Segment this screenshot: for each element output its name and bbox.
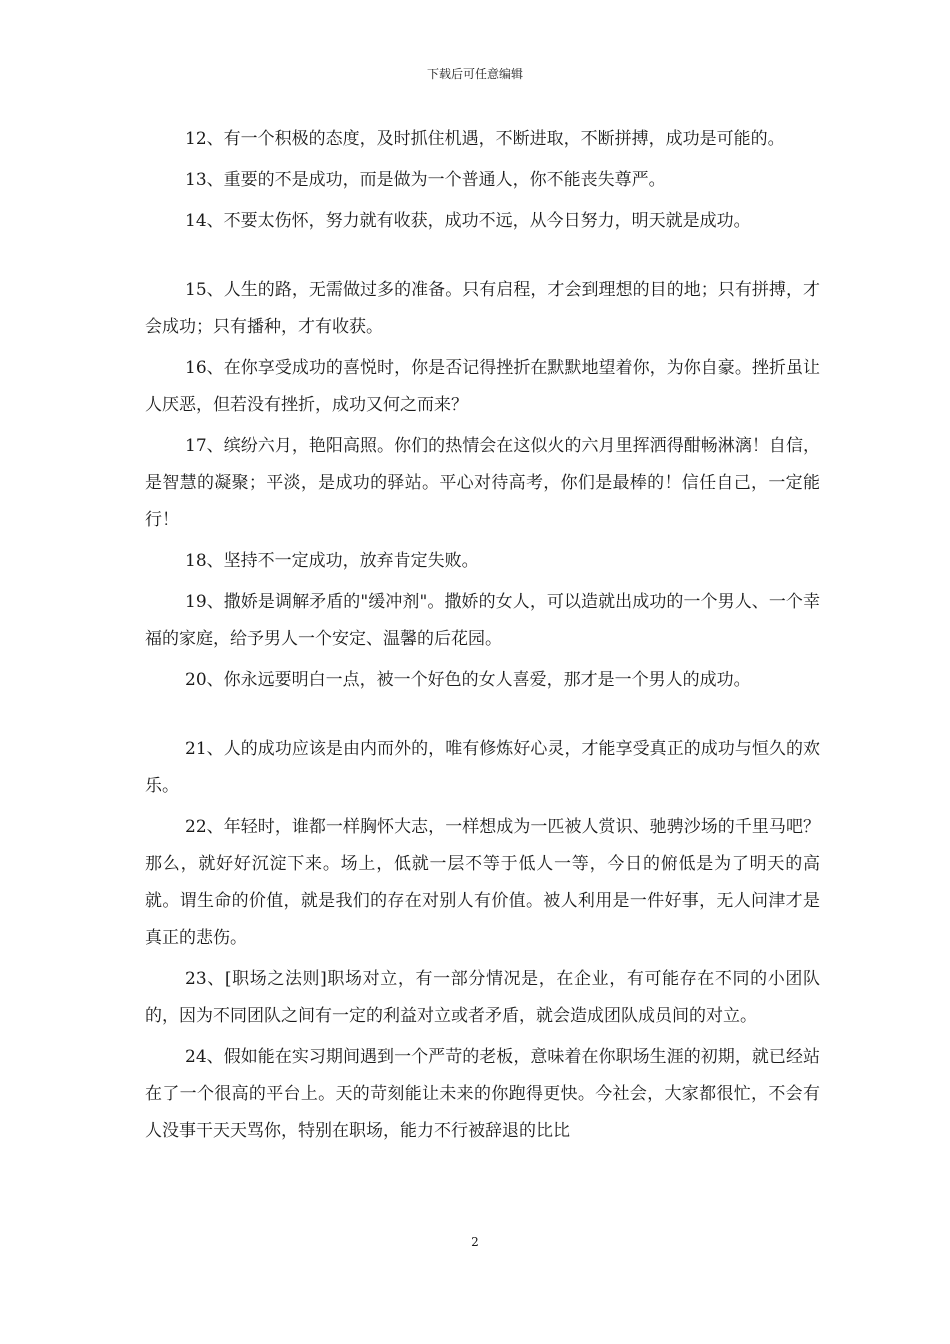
- paragraph-17: 17、缤纷六月，艳阳高照。你们的热情会在这似火的六月里挥洒得酣畅淋漓！自信，是智慧的凝聚；平淡，是成功的驿站。平心对待高考，你们是最棒的！信任自己，一定能行！: [145, 436, 820, 530]
- paragraph-19: 19、撒娇是调解矛盾的"缓冲剂"。撒娇的女人，可以造就出成功的一个男人、一个幸福的家庭，给予男人一个安定、温馨的后花园。: [145, 592, 820, 649]
- paragraph-18: 18、坚持不一定成功，放弃肯定失败。: [185, 551, 479, 571]
- paragraph-16: 16、在你享受成功的喜悦时，你是否记得挫折在默默地望着你，为你自豪。挫折虽让人厌恶，但若没有挫折，成功又何之而来？: [145, 358, 820, 415]
- paragraph-21: 21、人的成功应该是由内而外的，唯有修炼好心灵，才能享受真正的成功与恒久的欢乐。: [145, 739, 820, 796]
- body-text: [145, 121, 820, 1154]
- page-number: 2: [471, 1235, 479, 1249]
- blank-line: [145, 703, 820, 731]
- paragraph-15: 15、人生的路，无需做过多的准备。只有启程，才会到理想的目的地；只有拼搏，才会成功；只有播种，才有收获。: [145, 280, 820, 337]
- paragraph-13: 13、重要的不是成功，而是做为一个普通人，你不能丧失尊严。: [185, 170, 666, 190]
- paragraph-14: 14、不要太伤怀，努力就有收获，成功不远，从今日努力，明天就是成功。: [185, 211, 751, 231]
- paragraph-23: 23、[职场之法则]职场对立，有一部分情况是，在企业，有可能存在不同的小团队的，因为不同团队之间有一定的利益对立或者矛盾，就会造成团队成员间的对立。: [145, 969, 820, 1026]
- paragraph-24: 24、假如能在实习期间遇到一个严苛的老板，意味着在你职场生涯的初期，就已经站在了一个很高的平台上。天的苛刻能让未来的你跑得更快。今社会，大家都很忙，不会有人没事干天天骂你，特别在职场，能力不行被辞退的比比: [145, 1047, 820, 1141]
- paragraph-20: 20、你永远要明白一点，被一个好色的女人喜爱，那才是一个男人的成功。: [185, 670, 751, 690]
- paragraph-12: 12、有一个积极的态度，及时抓住机遇，不断进取，不断拼搏，成功是可能的。: [185, 129, 785, 149]
- page-header: 下载后可任意编辑: [426, 67, 523, 81]
- paragraph-22: 22、年轻时，谁都一样胸怀大志，一样想成为一匹被人赏识、驰骋沙场的千里马吧？那么，就好好沉淀下来。场上，低就一层不等于低人一等，今日的俯低是为了明天的高就。谓生命的价值，就是我们的存在对别人有价值。被人利用是一件好事，无人问津才是真正的悲伤。: [145, 817, 820, 948]
- blank-line: [145, 244, 820, 272]
